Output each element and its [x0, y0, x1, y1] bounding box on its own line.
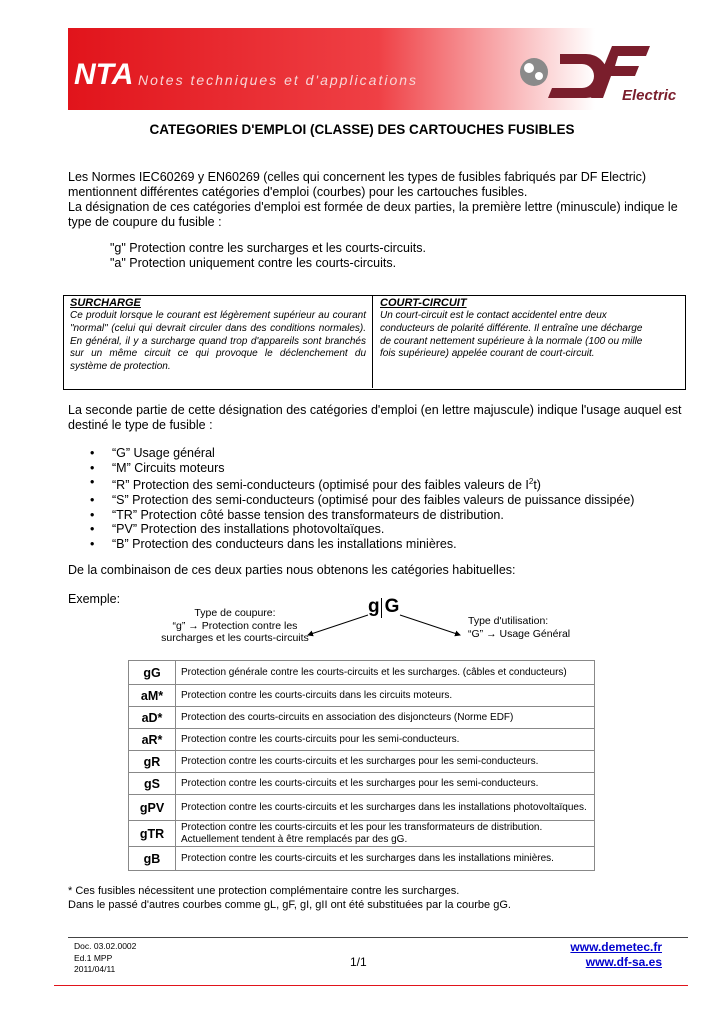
- table-row: [129, 795, 595, 821]
- table-row: [129, 707, 595, 729]
- surcharge-heading: SURCHARGE: [70, 297, 141, 309]
- footer-red-line: [54, 985, 688, 986]
- bullet-icon: •: [90, 475, 95, 490]
- asterisk-note: * Ces fusibles nécessitent une protection complémentaire contre les surcharges.: [68, 885, 460, 897]
- df-electric-logo-icon: [512, 36, 688, 104]
- categories-table: [128, 660, 595, 871]
- category-code: gPV: [129, 795, 176, 821]
- page-title: CATEGORIES D'EMPLOI (CLASSE) DES CARTOUCHES FUSIBLES: [149, 122, 575, 137]
- break-type-line: “g” → Protection contre les: [172, 619, 298, 632]
- doc-reference: [74, 941, 136, 976]
- court-circuit-heading: COURT-CIRCUIT: [380, 297, 467, 309]
- usage-item: • “PV” Protection des installations photovoltaïques.: [90, 522, 385, 537]
- usage-r-tail: t): [533, 478, 541, 493]
- usage-item: • “B” Protection des conducteurs dans les installations minières.: [90, 536, 457, 551]
- category-code: aR*: [129, 729, 176, 751]
- table-row: [129, 773, 595, 795]
- intro-line: La désignation de ces catégories d'emploi est formée de deux parties, la première lettre (minuscule) indique le: [68, 200, 678, 214]
- category-description: Protection générale contre les courts-circuits et les surcharges. (câbles et conducteurs): [176, 661, 595, 685]
- usage-r-superscript: 2: [528, 477, 534, 487]
- break-type-line: surcharges et les courts-circuits: [161, 632, 309, 644]
- category-code: gTR: [129, 821, 176, 847]
- usage-item: • “G” Usage général: [90, 446, 215, 460]
- category-description: Protection contre les courts-circuits pour les semi-conducteurs.: [176, 729, 595, 751]
- protection-g: "g" Protection contre les surcharges et les courts-circuits.: [110, 241, 426, 255]
- court-circuit-line: Un court-circuit est le contact accidentel entre deux: [380, 310, 607, 321]
- table-row: [129, 685, 595, 707]
- category-description: Protection des courts-circuits en association des disjoncteurs (Norme EDF): [176, 707, 595, 729]
- second-part-line: La seconde partie de cette désignation des catégories d'emploi (en lettre majuscule) indique l'usage auquel est: [68, 403, 682, 417]
- table-row: [129, 847, 595, 871]
- example-code-g: g: [368, 596, 380, 617]
- notes: [68, 885, 511, 912]
- category-description: Protection contre les courts-circuits et les surcharges pour les semi-conducteurs.: [176, 751, 595, 773]
- bullet-icon: •: [90, 522, 95, 537]
- bullet-icon: •: [90, 507, 95, 522]
- usage-type-line: “G” → Usage Général: [468, 627, 571, 640]
- intro-line: Les Normes IEC60269 y EN60269 (celles qui concernent les types de fusibles fabriqués par DF Electric): [68, 170, 647, 184]
- table-row: [129, 729, 595, 751]
- usage-item: • “S” Protection des semi-conducteurs (optimisé pour des faibles valeurs de puissance dissipée): [90, 492, 635, 507]
- court-circuit-line: conducteurs de polarité différente. Il entraîne une décharge: [380, 322, 643, 334]
- df-sa-link[interactable]: www.df-sa.es: [585, 955, 662, 969]
- table-row: [129, 661, 595, 685]
- example-label: Exemple:: [68, 592, 121, 606]
- usage-item: • “TR” Protection côté basse tension des transformateurs de distribution.: [90, 507, 504, 522]
- intro-paragraph: [68, 170, 688, 230]
- surcharge-text: Ce produit lorsque le courant est légèrement supérieur au courant "normal" (celui qui devrait circuler dans des conditions normales). En général, il y a surcharge quand trop d'appareils sont branchés sur un même circuit ce qui provoque le déclenchement du système de protection.: [70, 310, 366, 373]
- example-usage-type: [468, 615, 570, 640]
- footer-divider: [68, 937, 688, 938]
- second-part-paragraph: [68, 403, 688, 433]
- second-part-line: destiné le type de fusible :: [68, 418, 213, 432]
- logo-electric-text: Electric: [622, 87, 677, 104]
- demetec-link[interactable]: www.demetec.fr: [570, 940, 662, 954]
- category-description: Protection contre les courts-circuits dans les circuits moteurs.: [176, 685, 595, 707]
- bullet-icon: •: [90, 492, 95, 507]
- usage-item: • “R” Protection des semi-conducteurs (optimisé pour des faibles valeurs de $I^2t$): [90, 475, 541, 493]
- table-row: [129, 751, 595, 773]
- bullet-icon: •: [90, 446, 95, 460]
- category-code: aD*: [129, 707, 176, 729]
- intro-line: type de coupure du fusible :: [68, 215, 222, 229]
- category-code: gG: [129, 661, 176, 685]
- usage-item: • “M” Circuits moteurs: [90, 460, 225, 475]
- nta-badge: NTA: [74, 58, 134, 91]
- category-description: Protection contre les courts-circuits et les surcharges dans les installations photovoltaïques.: [176, 795, 595, 821]
- category-description: Protection contre les courts-circuits et les pour les transformateurs de distribution. Actuellement tendent à être remplacés par des gG.: [176, 821, 595, 847]
- doc-date: 2011/04/11: [74, 964, 116, 974]
- court-circuit-line: fois supérieure) appelée courant de court-circuit.: [380, 348, 595, 360]
- usage-types-list: [90, 446, 634, 551]
- legacy-note: Dans le passé d'autres courbes comme gL, gF, gI, gII ont été substituées par la courbe gG.: [68, 898, 511, 911]
- intro-line: mentionnent différentes catégories d'emploi (courbes) pour les cartouches fusibles.: [68, 185, 528, 199]
- category-code: gS: [129, 773, 176, 795]
- category-code: aM*: [129, 685, 176, 707]
- header-subtitle: Notes techniques et d'applications: [138, 72, 419, 88]
- court-circuit-line: de courant nettement supérieure à la normale (100 ou mille: [380, 335, 643, 347]
- category-code: gR: [129, 751, 176, 773]
- bullet-icon: •: [90, 460, 95, 475]
- bullet-icon: •: [90, 536, 95, 551]
- category-description: Protection contre les courts-circuits et les surcharges dans les installations minières.: [176, 847, 595, 871]
- combination-text: De la combinaison de ces deux parties nous obtenons les catégories habituelles:: [68, 563, 516, 577]
- usage-type-title: Type d'utilisation:: [468, 615, 549, 627]
- page-number: 1/1: [350, 955, 367, 969]
- protection-types: [110, 241, 426, 271]
- table-row: [129, 821, 595, 847]
- protection-a: "a" Protection uniquement contre les courts-circuits.: [110, 256, 397, 270]
- break-type-title: Type de coupure:: [194, 607, 276, 619]
- doc-edition: Ed.1 MPP: [74, 952, 113, 963]
- footer-links: [540, 940, 662, 970]
- category-code: gB: [129, 847, 176, 871]
- example-arrows-icon: [300, 605, 470, 645]
- definitions-divider: [372, 295, 373, 388]
- doc-number: Doc. 03.02.0002: [74, 941, 137, 951]
- court-circuit-text: [380, 310, 680, 361]
- example-code-G: G: [384, 596, 400, 617]
- category-description: Protection contre les courts-circuits et les surcharges pour les semi-conducteurs.: [176, 773, 595, 795]
